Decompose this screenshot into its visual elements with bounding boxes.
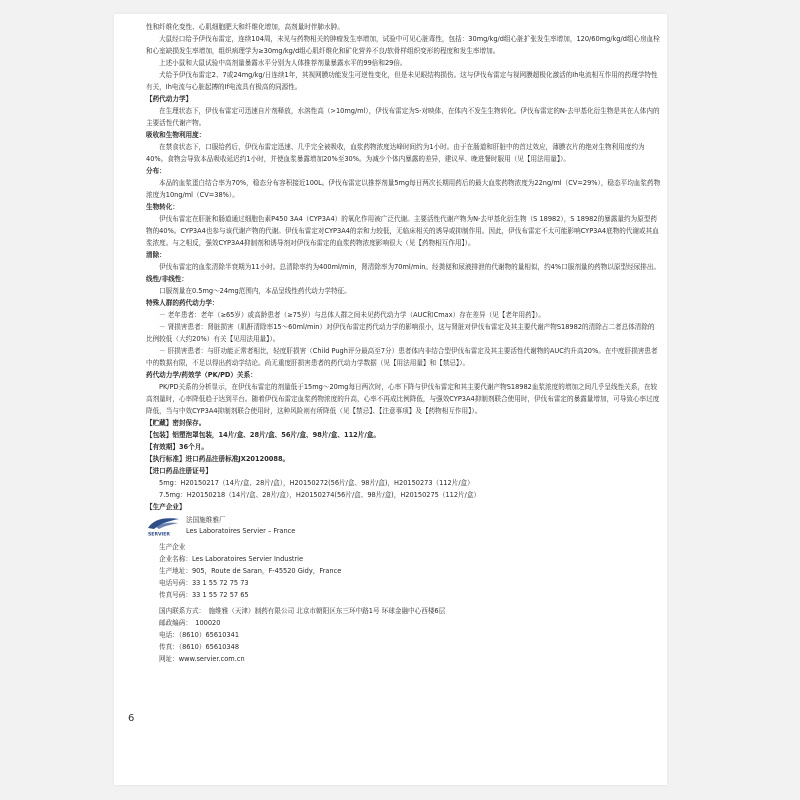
section-heading: 分布： (146, 167, 166, 175)
document-content (146, 21, 661, 665)
text-paragraph: 伊伐布雷定的血浆清除半衰期为11小时。总清除率约为400ml/min，肾清除率为70ml/min。经粪便和尿液排泄的代谢物的量相似，约4%口服剂量的药物以原型经尿排出。 (159, 263, 661, 271)
section-heading: 药代动力学/药效学（PK/PD）关系： (146, 371, 257, 379)
text-paragraph: － 老年患者：老年（≥65岁）或高龄患者（≥75岁）与总体人群之间未见药代动力学（AUC和Cmax）存在差异（见【老年用药】）。 (159, 311, 545, 319)
text-paragraph: 上述小鼠和大鼠试验中高剂量暴露水平分别为人体推荐剂量暴露水平的99倍和29倍。 (159, 59, 407, 67)
section-heading: 特殊人群的药代动力学： (146, 299, 219, 307)
text-paragraph: 传真号码：33 1 55 72 57 65 (159, 591, 249, 599)
contact-info (146, 541, 661, 665)
text-paragraph: 性和纤维化变性、心肌细胞肥大和纤维化增加，高剂量时伴肺水肿。 (146, 23, 344, 31)
text-paragraph: 在禁食状态下，口服给药后，伊伐布雷定迅速、几乎完全被吸收，血浆药物浓度达峰时间约为1小时。由于在肠道和肝脏中的首过效应，薄膜衣片的绝对生物利用度约为40%。食物会导致本品吸收延迟约1小时，并使血浆暴露增加20%至30%。为减少个体内暴露的差异，建议早、晚进餐时服用（见【用法用量】）。 (146, 143, 645, 163)
text-paragraph: 伊伐布雷定在肝脏和肠道通过细胞色素P450 3A4（CYP3A4）的氧化作用被广泛代谢。主要活性代谢产物为N-去甲基化衍生物（S 18982），S 18982的暴露量约为原型药物的40%。CYP3A4也参与该代谢产物的代谢。伊伐布雷定对CYP3A4的亲和力较低，无临床相关的诱导或抑制作用。因此，伊伐布雷定不太可能影响CYP3A4底物的代谢或其血浆浓度。与之相反，强效CYP3A4抑制剂和诱导剂对伊伐布雷定的血浆药物浓度影响很大（见【药物相互作用】）。 (146, 215, 659, 247)
text-paragraph: 传真：（8610）65610348 (159, 643, 240, 651)
manufacturer-name-block (186, 515, 295, 537)
manufacturer-logo-row (146, 515, 661, 539)
section-heading: 吸收和生物利用度： (146, 131, 206, 139)
text-paragraph: 在生理状态下，伊伐布雷定可迅速自片剂释放，水溶性高（>10mg/ml），伊伐布雷定为S-对映体，在体内不发生生物转化。伊伐布雷定的N-去甲基化衍生物是其在人体内的主要活性代谢产物。 (146, 107, 660, 127)
text-paragraph: 本品的血浆蛋白结合率为70%，稳态分布容积接近100L。伊伐布雷定以推荐剂量5mg每日两次长期用药后的最大血浆药物浓度为22ng/ml（CV=29%），稳态平均血浆药物浓度为10ng/ml（CV=38%）。 (146, 179, 661, 199)
text-paragraph: 网址：www.servier.com.cn (159, 655, 245, 663)
section-heading: 生物转化： (146, 203, 179, 211)
text-paragraph: 口服剂量在0.5mg～24mg范围内，本品呈线性药代动力学特征。 (159, 287, 351, 295)
section-heading: 【进口药品注册证号】 (146, 467, 212, 475)
text-paragraph: 犬给予伊伐布雷定2、7或24mg/kg/日连续1年，其视网膜功能发生可逆性变化，但是未见眼结构损伤。这与伊伐布雷定与视网膜超极化激活的Ih电流相互作用的药理学特性有关，Ih电流与心脏起搏的If电流具有极高的同源性。 (146, 71, 658, 91)
page-number: 6 (128, 713, 135, 724)
section-heading: 【贮藏】密封保存。 (146, 419, 206, 427)
section-heading: 线性/非线性： (146, 275, 188, 283)
section-heading: 【执行标准】进口药品注册标准JX20120088。 (146, 455, 290, 463)
servier-logo-text: SERVIER (148, 532, 170, 537)
section-heading: 【生产企业】 (146, 503, 186, 511)
text-paragraph: － 肾损害患者：肾脏损害（肌酐清除率15～60ml/min）对伊伐布雷定药代动力学的影响很小，这与肾脏对伊伐布雷定及其主要代谢产物S18982的清除占二者总体清除的比例较低（大约20%）有关【见用法用量】）。 (146, 323, 655, 343)
text-paragraph: 电话号码：33 1 55 72 75 73 (159, 579, 249, 587)
section-heading: 【包装】铝塑泡罩包装，14片/盒、28片/盒、56片/盒、98片/盒、112片/盒。 (146, 431, 380, 439)
text-paragraph: 生产地址：905，Route de Saran，F-45520 Gidy，France (159, 567, 342, 575)
text-paragraph: 企业名称：Les Laboratoires Servier Industrie (159, 555, 304, 563)
text-paragraph: 7.5mg：H20150218（14片/盒、28片/盒），H20150274(56片/盒、98片/盒)，H20150275（112片/盒） (159, 491, 481, 499)
manufacturer-name-cn: 法国施维雅厂 (186, 516, 226, 524)
text-paragraph: － 肝损害患者：与肝功能正常者相比，轻度肝损害（Child Pugh评分最高至7分）患者体内非结合型伊伐布雷定及其主要活性代谢物的AUC约升高20%。在中度肝损害患者中的数据有限，不足以得出药动学结论。尚无重度肝损害患者的药代动力学数据（见【用法用量】和【禁忌】）。 (146, 347, 658, 367)
text-paragraph: 生产企业 (159, 543, 186, 551)
text-paragraph: PK/PD关系的分析显示，在伊伐布雷定的剂量低于15mg～20mg每日两次时，心率下降与伊伐布雷定和其主要代谢产物S18982血浆浓度的增加之间几乎呈线性关系，在较高剂量时，心率降低趋于达到平台。随着伊伐布雷定血浆药物浓度的升高，心率不再成比例降低，与强效CYP3A4抑制剂联合使用时，伊伐布雷定的暴露量增加，可导致心率过度降低，当与中效CYP3A4抑制剂联合使用时，这种风险则有所降低（见【禁忌】、【注意事项】及【药物相互作用】）。 (146, 383, 660, 415)
text-paragraph: 国内联系方式： 施维雅（天津）制药有限公司 北京市朝阳区东三环中路1号 环球金融中心西楼6层 (159, 607, 446, 615)
text-paragraph: 5mg：H20150217（14片/盒、28片/盒），H20150272(56片/盒、98片/盒)，H20150273（112片/盒） (159, 479, 474, 487)
leaflet-body (146, 21, 661, 513)
servier-logo-icon (146, 515, 182, 537)
document-page (114, 14, 667, 785)
section-heading: 【药代动力学】 (146, 95, 193, 103)
text-paragraph: 大鼠经口给予伊伐布雷定，连续104周，未见与药物相关的肿瘤发生率增加，试验中可见心脏毒性，包括：30mg/kg/d组心脏扩张发生率增加，120/60mg/kg/d组心房血栓和心室缺损发生率增加，组织病理学为≥30mg/kg/d组心肌纤维化和矿化营养不良/软骨样组织变形的程度和发生率增加。 (146, 35, 660, 55)
section-heading: 清除： (146, 251, 166, 259)
text-paragraph: 邮政编码： 100020 (159, 619, 221, 627)
manufacturer-name-fr: Les Laboratoires Servier – France (186, 527, 296, 535)
text-paragraph: 电话：（8610）65610341 (159, 631, 240, 639)
section-heading: 【有效期】36个月。 (146, 443, 208, 451)
